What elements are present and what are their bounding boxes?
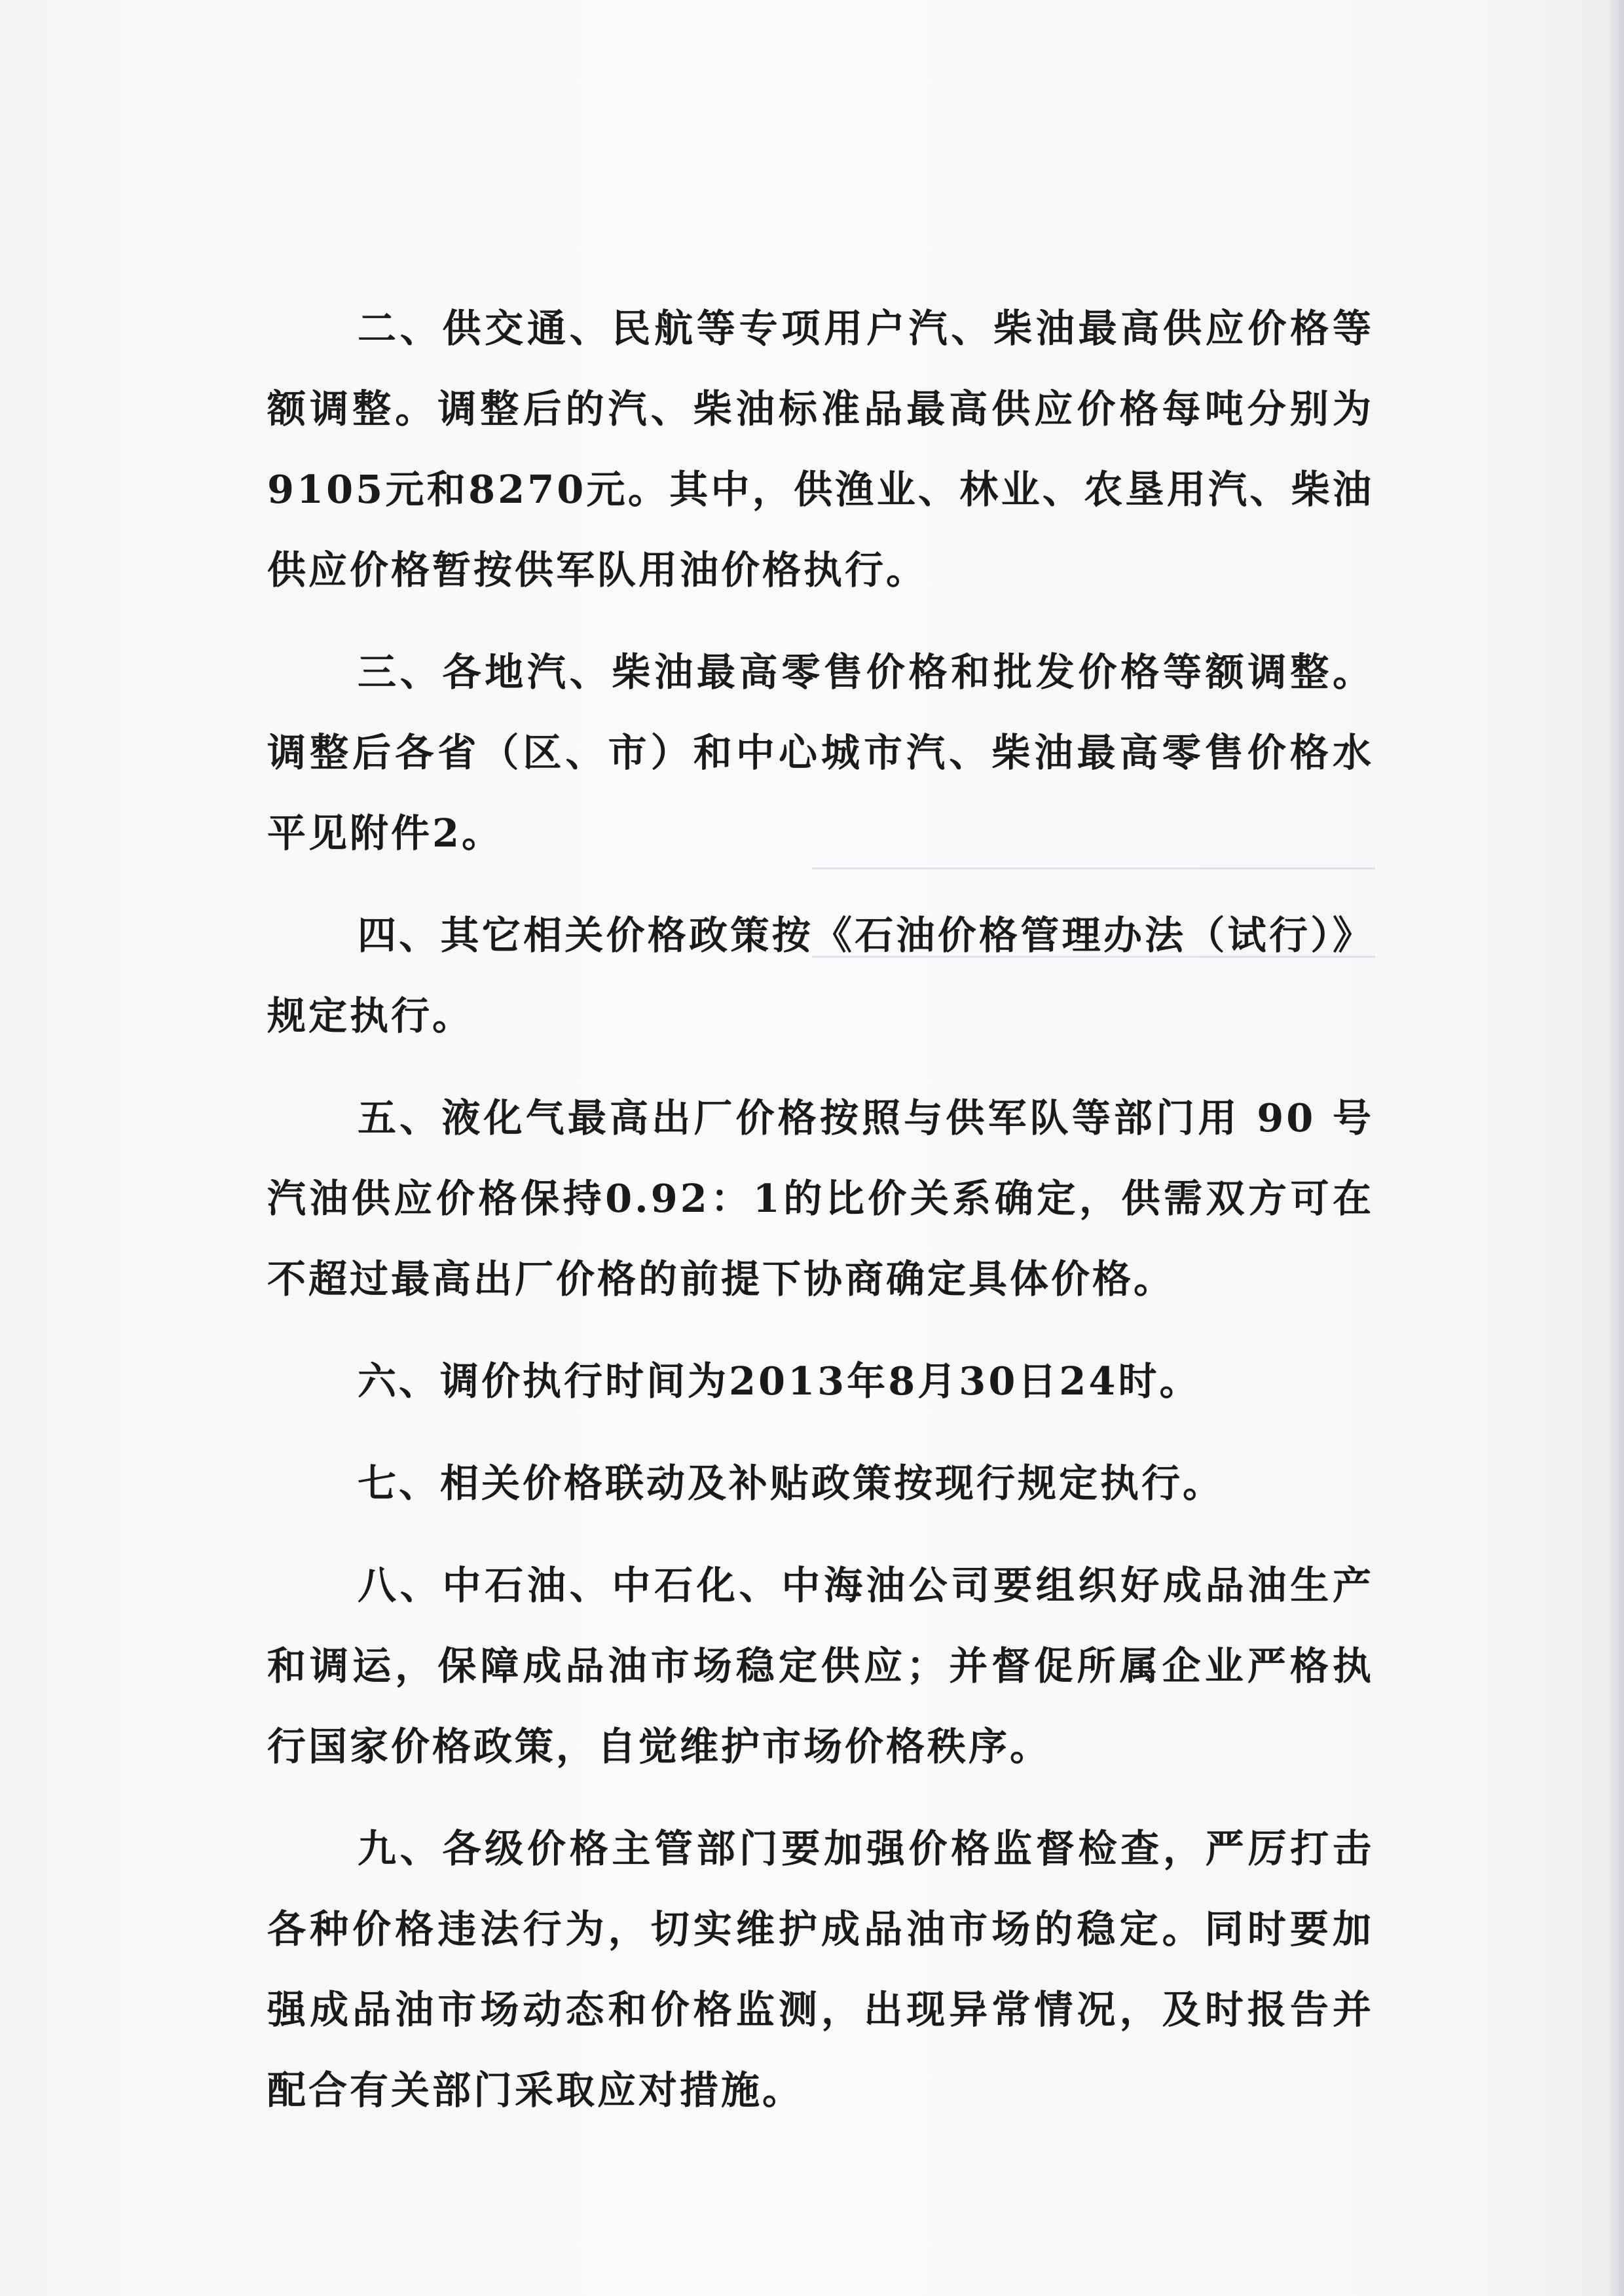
paragraph-8: 八、中石油、中石化、中海油公司要组织好成品油生产和调运，保障成品油市场稳定供应；并督促所属企业严格执行国家价格政策，自觉维护市场价格秩序。 [267, 1563, 1374, 1769]
paragraph-4: 四、其它相关价格政策按《石油价格管理办法（试行）》规定执行。 [267, 913, 1374, 1038]
document-body [267, 288, 1374, 2152]
paragraph-5: 五、液化气最高出厂价格按照与供军队等部门用 90 号汽油供应价格保持0.92：1的比价关系确定，供需双方可在不超过最高出厂价格的前提下协商确定具体价格。 [267, 1095, 1374, 1302]
paragraph-7: 七、相关价格联动及补贴政策按现行规定执行。 [358, 1461, 1225, 1506]
paragraph-3: 三、各地汽、柴油最高零售价格和批发价格等额调整。调整后各省（区、市）和中心城市汽、柴油最高零售价格水平见附件2。 [267, 649, 1374, 856]
paragraph-2: 二、供交通、民航等专项用户汽、柴油最高供应价格等额调整。调整后的汽、柴油标准品最高供应价格每吨分别为9105元和8270元。其中，供渔业、林业、农垦用汽、柴油供应价格暂按供军队用油价格执行。 [267, 306, 1374, 592]
paragraph-9: 九、各级价格主管部门要加强价格监督检查，严厉打击各种价格违法行为，切实维护成品油市场的稳定。同时要加强成品油市场动态和价格监测，出现异常情况，及时报告并配合有关部门采取应对措施。 [267, 1826, 1374, 2113]
paragraph-6: 六、调价执行时间为2013年8月30日24时。 [358, 1358, 1201, 1404]
